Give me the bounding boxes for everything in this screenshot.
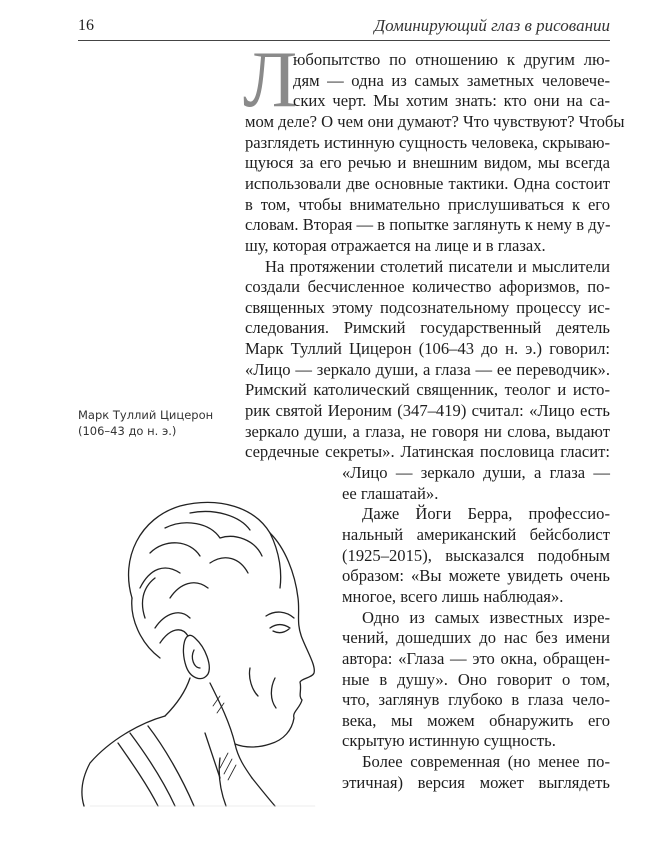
text-line: этичная) версия может выглядеть — [342, 772, 610, 792]
text-line: образом: «Вы можете увидеть очень — [342, 566, 610, 586]
cicero-portrait-illustration — [70, 478, 330, 808]
text-line: Более современная (но менее по- — [362, 752, 610, 772]
text-line: мом деле? О чем они думают? Что чувствуют? Чтобы — [245, 111, 625, 131]
text-line: дям — одна из самых заметных человече- — [293, 70, 610, 90]
text-line: священных этому подсознательному процессу ис- — [245, 297, 610, 317]
text-line: чений, дошедших до нас без имени — [342, 628, 610, 648]
text-line: рик святой Иероним (347–419) считал: «Лицо есть — [245, 401, 610, 421]
text-line: «Лицо — зеркало души, а глаза — — [342, 463, 610, 482]
figure-caption — [78, 407, 213, 439]
text-line: Одно из самых известных изре- — [362, 607, 610, 627]
running-title: Доминирующий глаз в рисовании — [374, 16, 610, 35]
text-line: «Лицо — зеркало души, а глаза — ее переводчик». — [245, 359, 610, 379]
text-line: автора: «Глаза — это окна, обращен- — [342, 648, 610, 668]
text-line: (1925–2015), высказался подобным — [342, 545, 610, 565]
text-line: Даже Йоги Берра, профессио- — [362, 504, 610, 524]
text-line: зеркало души, а глаза, не говоря ни слова, выдают — [245, 421, 610, 441]
text-line: скрытую истинную сущность. — [342, 731, 556, 751]
text-line: Марк Туллий Цицерон (106–43 до н. э.) говорил: — [245, 339, 610, 359]
text-line: что, заглянув глубоко в глаза чело- — [342, 690, 610, 710]
text-line: использовали две основные тактики. Одна состоит — [245, 173, 610, 193]
text-line: ные в душу». Оно говорит о том, — [342, 669, 610, 689]
text-line: разглядеть истинную сущность человека, скрываю- — [245, 132, 610, 152]
header-rule — [78, 40, 610, 41]
text-line: Римский католический священник, теолог и исто- — [245, 380, 610, 400]
text-line: щуюся за его речью и внешним видом, мы всегда — [245, 153, 610, 173]
text-line: следования. Римский государственный деятель — [245, 318, 610, 338]
text-line: многое, всего лишь наблюдая». — [342, 586, 564, 606]
text-line: шу, которая отражается на лице и в глазах. — [245, 235, 546, 255]
drop-cap: Л — [243, 36, 298, 124]
caption-dates: (106–43 до н. э.) — [78, 424, 177, 438]
page-number: 16 — [78, 17, 94, 34]
caption-name: Марк Туллий Цицерон — [78, 408, 214, 422]
text-line: века, мы можем обнаружить его — [342, 710, 610, 730]
text-line: в том, чтобы внимательно прислушиваться к его — [245, 194, 610, 214]
text-line: сердечные секреты». Латинская пословица гласит: — [245, 442, 610, 462]
text-line: нальный американский бейсболист — [342, 524, 610, 544]
text-line: ее глашатай». — [342, 483, 439, 503]
text-line: ских черт. Мы хотим знать: кто они на са- — [293, 91, 610, 111]
text-line: юбопытство по отношению к другим лю- — [293, 50, 610, 69]
text-line: создали бесчисленное количество афоризмов, по- — [245, 277, 610, 297]
text-line: словам. Вторая — в попытке заглянуть к нему в ду- — [245, 215, 611, 235]
text-line: На протяжении столетий писатели и мыслители — [265, 256, 610, 276]
